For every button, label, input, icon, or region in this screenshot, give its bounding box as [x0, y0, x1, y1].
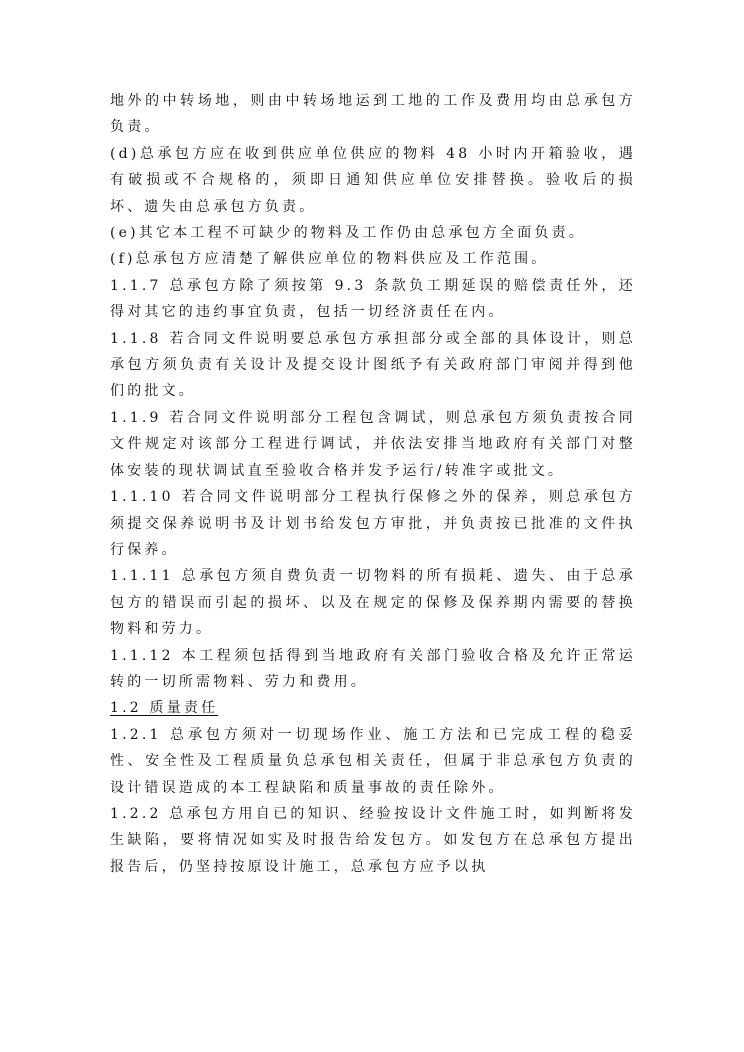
paragraph-1-1-11: 1.1.11 总承包方须自费负责一切物料的所有损耗、遗失、由于总承包方的错误而引起的损坏、以及在规定的保修及保养期内需要的替换物料和劳力。 [110, 568, 636, 638]
paragraph-1-1-10: 1.1.10 若合同文件说明部分工程执行保修之外的保养，则总承包方须提交保养说明书及计划书给发包方审批，并负责按已批准的文件执行保养。 [110, 489, 636, 558]
paragraph-1-1-9: 1.1.9 若合同文件说明部分工程包含调试，则总承包方须负责按合同文件规定对该部分工程进行调试，并依法安排当地政府有关部门对整体安装的现状调试直至验收合格并发予运行/转准字或批文。 [110, 409, 636, 479]
paragraph-1-1-7: 1.1.7 总承包方除了须按第 9.3 条款负工期延误的赔偿责任外，还得对其它的违约事宜负责，包括一切经济责任在内。 [110, 277, 636, 321]
paragraph-e: (e)其它本工程不可缺少的物料及工作仍由总承包方全面负责。 [110, 225, 587, 242]
paragraph-d: (d)总承包方应在收到供应单位供应的物料 48 小时内开箱验收，遇有破损或不合规格的，须即日通知供应单位安排替换。验收后的损坏、遗失由总承包方负责。 [110, 145, 636, 215]
section-heading-text: 1.2 质量责任 [110, 700, 219, 717]
paragraph-1-1-8: 1.1.8 若合同文件说明要总承包方承担部分或全部的具体设计，则总承包方须负责有关设计及提交设计图纸予有关政府部门审阅并得到他们的批文。 [110, 330, 636, 400]
paragraph-1-1-12: 1.1.12 本工程须包括得到当地政府有关部门验收合格及允许正常运转的一切所需物料、劳力和费用。 [110, 647, 636, 690]
paragraph-1-2-2: 1.2.2 总承包方用自已的知识、经验按设计文件施工时，如判断将发生缺陷，要将情况如实及时报告给发包方。如发包方在总承包方提出报告后，仍坚持按原设计施工，总承包方应予以执 [110, 805, 636, 875]
paragraph-continuation: 地外的中转场地，则由中转场地运到工地的工作及费用均由总承包方负责。 [110, 93, 636, 136]
paragraph-1-2-1: 1.2.1 总承包方须对一切现场作业、施工方法和已完成工程的稳妥性、安全性及工程质量负总承包相关责任，但属于非总承包方负责的设计错误造成的本工程缺陷和质量事故的责任除外。 [110, 726, 636, 796]
section-heading [110, 695, 636, 721]
paragraph-f: (f)总承包方应清楚了解供应单位的物料供应及工作范围。 [110, 251, 549, 268]
document-body [110, 88, 636, 880]
